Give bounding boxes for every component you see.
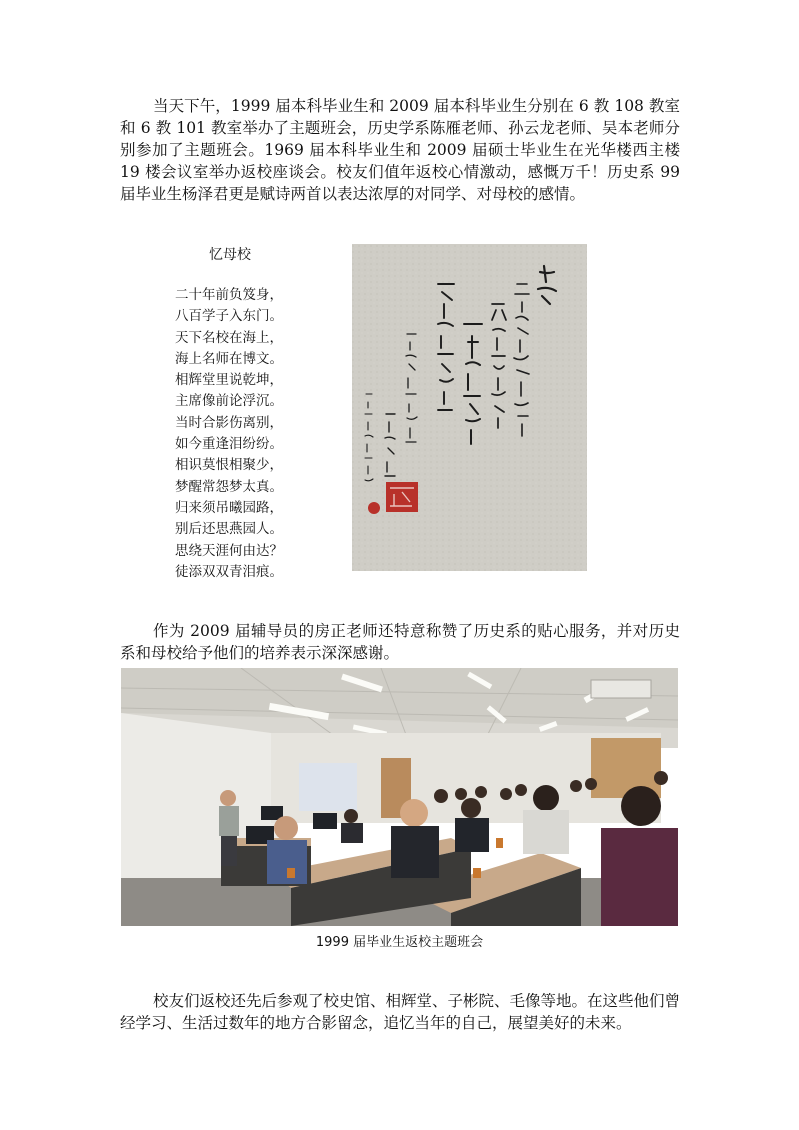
poem-line: 思绕天涯何由达？ (175, 542, 283, 559)
poem-line: 如今重逢泪纷纷。 (175, 436, 283, 453)
poem-line: 主席像前论浮沉。 (175, 393, 283, 410)
poem-line: 八百学子入东门。 (175, 308, 283, 325)
poem-line: 海上名师在博文。 (175, 350, 283, 367)
classroom-photo (121, 668, 678, 926)
poem-line: 梦醒常怨梦太真。 (175, 478, 283, 495)
photo-caption: 1999 届毕业生返校主题班会 (315, 935, 484, 950)
poem-line: 天下名校在海上， (175, 329, 283, 346)
poem-line: 别后还思燕园人。 (175, 521, 283, 538)
poem-title: 忆母校 (209, 247, 251, 263)
poem-line: 徒添双双青泪痕。 (175, 563, 283, 580)
paragraph-intro: 当天下午，1999 届本科毕业生和 2009 届本科毕业生分别在 6 教 108 教室和 6 教 101 教室举办了主题班会，历史学系陈雁老师、孙云龙老师、吴本老师分别参加了主题班会。1969 届本科毕业生和 2009 届硕士毕业生在光华楼西主楼 19 楼会议室举办返校座谈会。校友们值年返校心情激动，感慨万千！历史系 99 届毕业生杨泽君更是赋诗两首以表达浓厚的对同学、对母校的感情。 (120, 97, 680, 203)
calligraphy-image (352, 244, 587, 571)
paragraph-visit: 校友们返校还先后参观了校史馆、相辉堂、子彬院、毛像等地。在这些他们曾经学习、生活过数年的地方合影留念，追忆当年的自己，展望美好的未来。 (120, 992, 681, 1032)
poem-line: 二十年前负笈身， (175, 287, 283, 303)
poem-line: 当时合影伤离别， (175, 414, 283, 431)
poem-line: 相辉堂里说乾坤， (175, 372, 283, 389)
poem-line: 归来须吊曦园路， (175, 499, 283, 516)
seal-icon (386, 482, 418, 512)
poem-text (175, 285, 283, 583)
paragraph-praise: 作为 2009 届辅导员的房正老师还特意称赞了历史系的贴心服务，并对历史系和母校给予他们的培养表示深深感谢。 (120, 622, 680, 662)
poem-line: 相识莫恨相聚少， (175, 457, 283, 474)
